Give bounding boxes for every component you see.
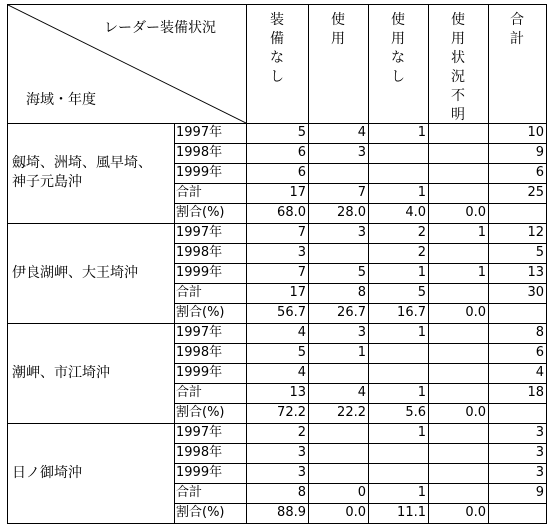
value-cell: 7 xyxy=(297,225,306,240)
value-cell: 3 xyxy=(297,465,306,480)
value-cell: 8 xyxy=(535,325,544,340)
value-cell: 3 xyxy=(357,225,366,240)
value-cell: 1 xyxy=(417,325,426,340)
row-label: 1997年 xyxy=(176,225,223,240)
value-cell: 9 xyxy=(535,485,544,500)
value-cell: 13 xyxy=(289,385,306,400)
value-cell: 88.9 xyxy=(277,505,306,520)
region-name: 伊良湖岬、大王埼沖 xyxy=(12,264,138,281)
value-cell: 1 xyxy=(417,125,426,140)
value-cell: 18 xyxy=(527,385,544,400)
column-header-char: し xyxy=(270,69,284,85)
value-cell: 12 xyxy=(527,225,544,240)
value-cell: 1 xyxy=(417,185,426,200)
value-cell: 26.7 xyxy=(337,305,366,320)
value-cell: 5 xyxy=(357,265,366,280)
value-cell: 5 xyxy=(535,245,544,260)
column-header xyxy=(428,11,488,125)
column-header-char: な xyxy=(391,50,405,66)
value-cell: 0.0 xyxy=(465,305,486,320)
value-cell: 28.0 xyxy=(337,205,366,220)
column-header-char: 使 xyxy=(331,12,345,28)
row-label: 1997年 xyxy=(176,125,223,140)
value-cell: 5 xyxy=(297,345,306,360)
value-cell: 4 xyxy=(535,365,544,380)
value-cell: 4 xyxy=(357,385,366,400)
column-header-char: 使 xyxy=(451,12,465,28)
row-label: 1999年 xyxy=(176,265,223,280)
value-cell: 1 xyxy=(477,225,486,240)
value-cell: 1 xyxy=(357,345,366,360)
row-label: 1999年 xyxy=(176,365,223,380)
column-header-char: 備 xyxy=(270,31,284,47)
value-cell: 1 xyxy=(417,485,426,500)
row-label: 1998年 xyxy=(176,145,223,160)
column-header xyxy=(246,11,308,87)
column-header-char: 装 xyxy=(270,12,284,28)
value-cell: 17 xyxy=(289,185,306,200)
value-cell: 10 xyxy=(527,125,544,140)
value-cell: 13 xyxy=(527,265,544,280)
value-cell: 0.0 xyxy=(345,505,366,520)
column-header-char: し xyxy=(391,69,405,85)
row-label: 1997年 xyxy=(176,425,223,440)
value-cell: 17 xyxy=(289,285,306,300)
value-cell: 6 xyxy=(535,165,544,180)
row-label: 割合(%) xyxy=(176,205,225,220)
column-header-char: 計 xyxy=(510,31,524,47)
value-cell: 0 xyxy=(357,485,366,500)
row-label: 割合(%) xyxy=(176,505,225,520)
column-header-char: 用 xyxy=(451,31,465,47)
row-label: 合計 xyxy=(176,285,203,300)
radar-status-table xyxy=(7,4,547,524)
row-label: 1999年 xyxy=(176,465,223,480)
value-cell: 2 xyxy=(417,225,426,240)
value-cell: 5.6 xyxy=(405,405,426,420)
value-cell: 3 xyxy=(357,145,366,160)
column-header-char: 用 xyxy=(391,31,405,47)
value-cell: 6 xyxy=(297,145,306,160)
value-cell: 3 xyxy=(535,425,544,440)
value-cell: 30 xyxy=(527,285,544,300)
region-name: 潮岬、市江埼沖 xyxy=(12,364,110,381)
value-cell: 7 xyxy=(297,265,306,280)
value-cell: 9 xyxy=(535,145,544,160)
value-cell: 5 xyxy=(417,285,426,300)
region-name: 神子元島沖 xyxy=(12,174,82,190)
value-cell: 22.2 xyxy=(337,405,366,420)
value-cell: 2 xyxy=(297,425,306,440)
region-name: 劔埼、洲埼、風早埼、 xyxy=(12,155,152,171)
value-cell: 3 xyxy=(535,445,544,460)
value-cell: 1 xyxy=(417,425,426,440)
value-cell: 3 xyxy=(297,245,306,260)
row-label: 割合(%) xyxy=(176,405,225,420)
value-cell: 4 xyxy=(357,125,366,140)
value-cell: 6 xyxy=(535,345,544,360)
value-cell: 2 xyxy=(417,245,426,260)
value-cell: 1 xyxy=(477,265,486,280)
column-header-char: 況 xyxy=(451,69,465,85)
value-cell: 11.1 xyxy=(397,505,426,520)
column-header-char: 明 xyxy=(451,107,465,123)
value-cell: 1 xyxy=(417,385,426,400)
value-cell: 4.0 xyxy=(405,205,426,220)
value-cell: 1 xyxy=(417,265,426,280)
column-header xyxy=(368,11,428,87)
value-cell: 8 xyxy=(297,485,306,500)
row-label: 1998年 xyxy=(176,445,223,460)
value-cell: 0.0 xyxy=(465,205,486,220)
column-header-char: 合 xyxy=(510,12,524,28)
value-cell: 4 xyxy=(297,325,306,340)
value-cell: 25 xyxy=(527,185,544,200)
row-label: 1998年 xyxy=(176,245,223,260)
row-label: 合計 xyxy=(176,485,203,500)
column-header-char: 不 xyxy=(451,88,465,104)
row-label: 1998年 xyxy=(176,345,223,360)
corner-header-top: レーダー装備状況 xyxy=(104,20,216,36)
value-cell: 4 xyxy=(297,365,306,380)
row-label: 1999年 xyxy=(176,165,223,180)
column-header xyxy=(488,11,546,49)
value-cell: 8 xyxy=(357,285,366,300)
column-header-char: 状 xyxy=(451,50,465,66)
row-label: 合計 xyxy=(176,185,203,200)
value-cell: 72.2 xyxy=(277,405,306,420)
value-cell: 0.0 xyxy=(465,505,486,520)
column-header-char: 使 xyxy=(391,12,405,28)
value-cell: 7 xyxy=(357,185,366,200)
region-name: 日ノ御埼沖 xyxy=(12,464,82,481)
corner-header-bottom: 海域・年度 xyxy=(26,92,96,108)
row-label: 1997年 xyxy=(176,325,223,340)
value-cell: 3 xyxy=(357,325,366,340)
column-header-char: 用 xyxy=(331,31,345,47)
value-cell: 56.7 xyxy=(277,305,306,320)
value-cell: 5 xyxy=(297,125,306,140)
value-cell: 68.0 xyxy=(277,205,306,220)
row-label: 割合(%) xyxy=(176,305,225,320)
value-cell: 0.0 xyxy=(465,405,486,420)
value-cell: 3 xyxy=(297,445,306,460)
value-cell: 16.7 xyxy=(397,305,426,320)
value-cell: 6 xyxy=(297,165,306,180)
column-header-char: な xyxy=(270,50,284,66)
value-cell: 3 xyxy=(535,465,544,480)
row-label: 合計 xyxy=(176,385,203,400)
column-header xyxy=(308,11,368,49)
